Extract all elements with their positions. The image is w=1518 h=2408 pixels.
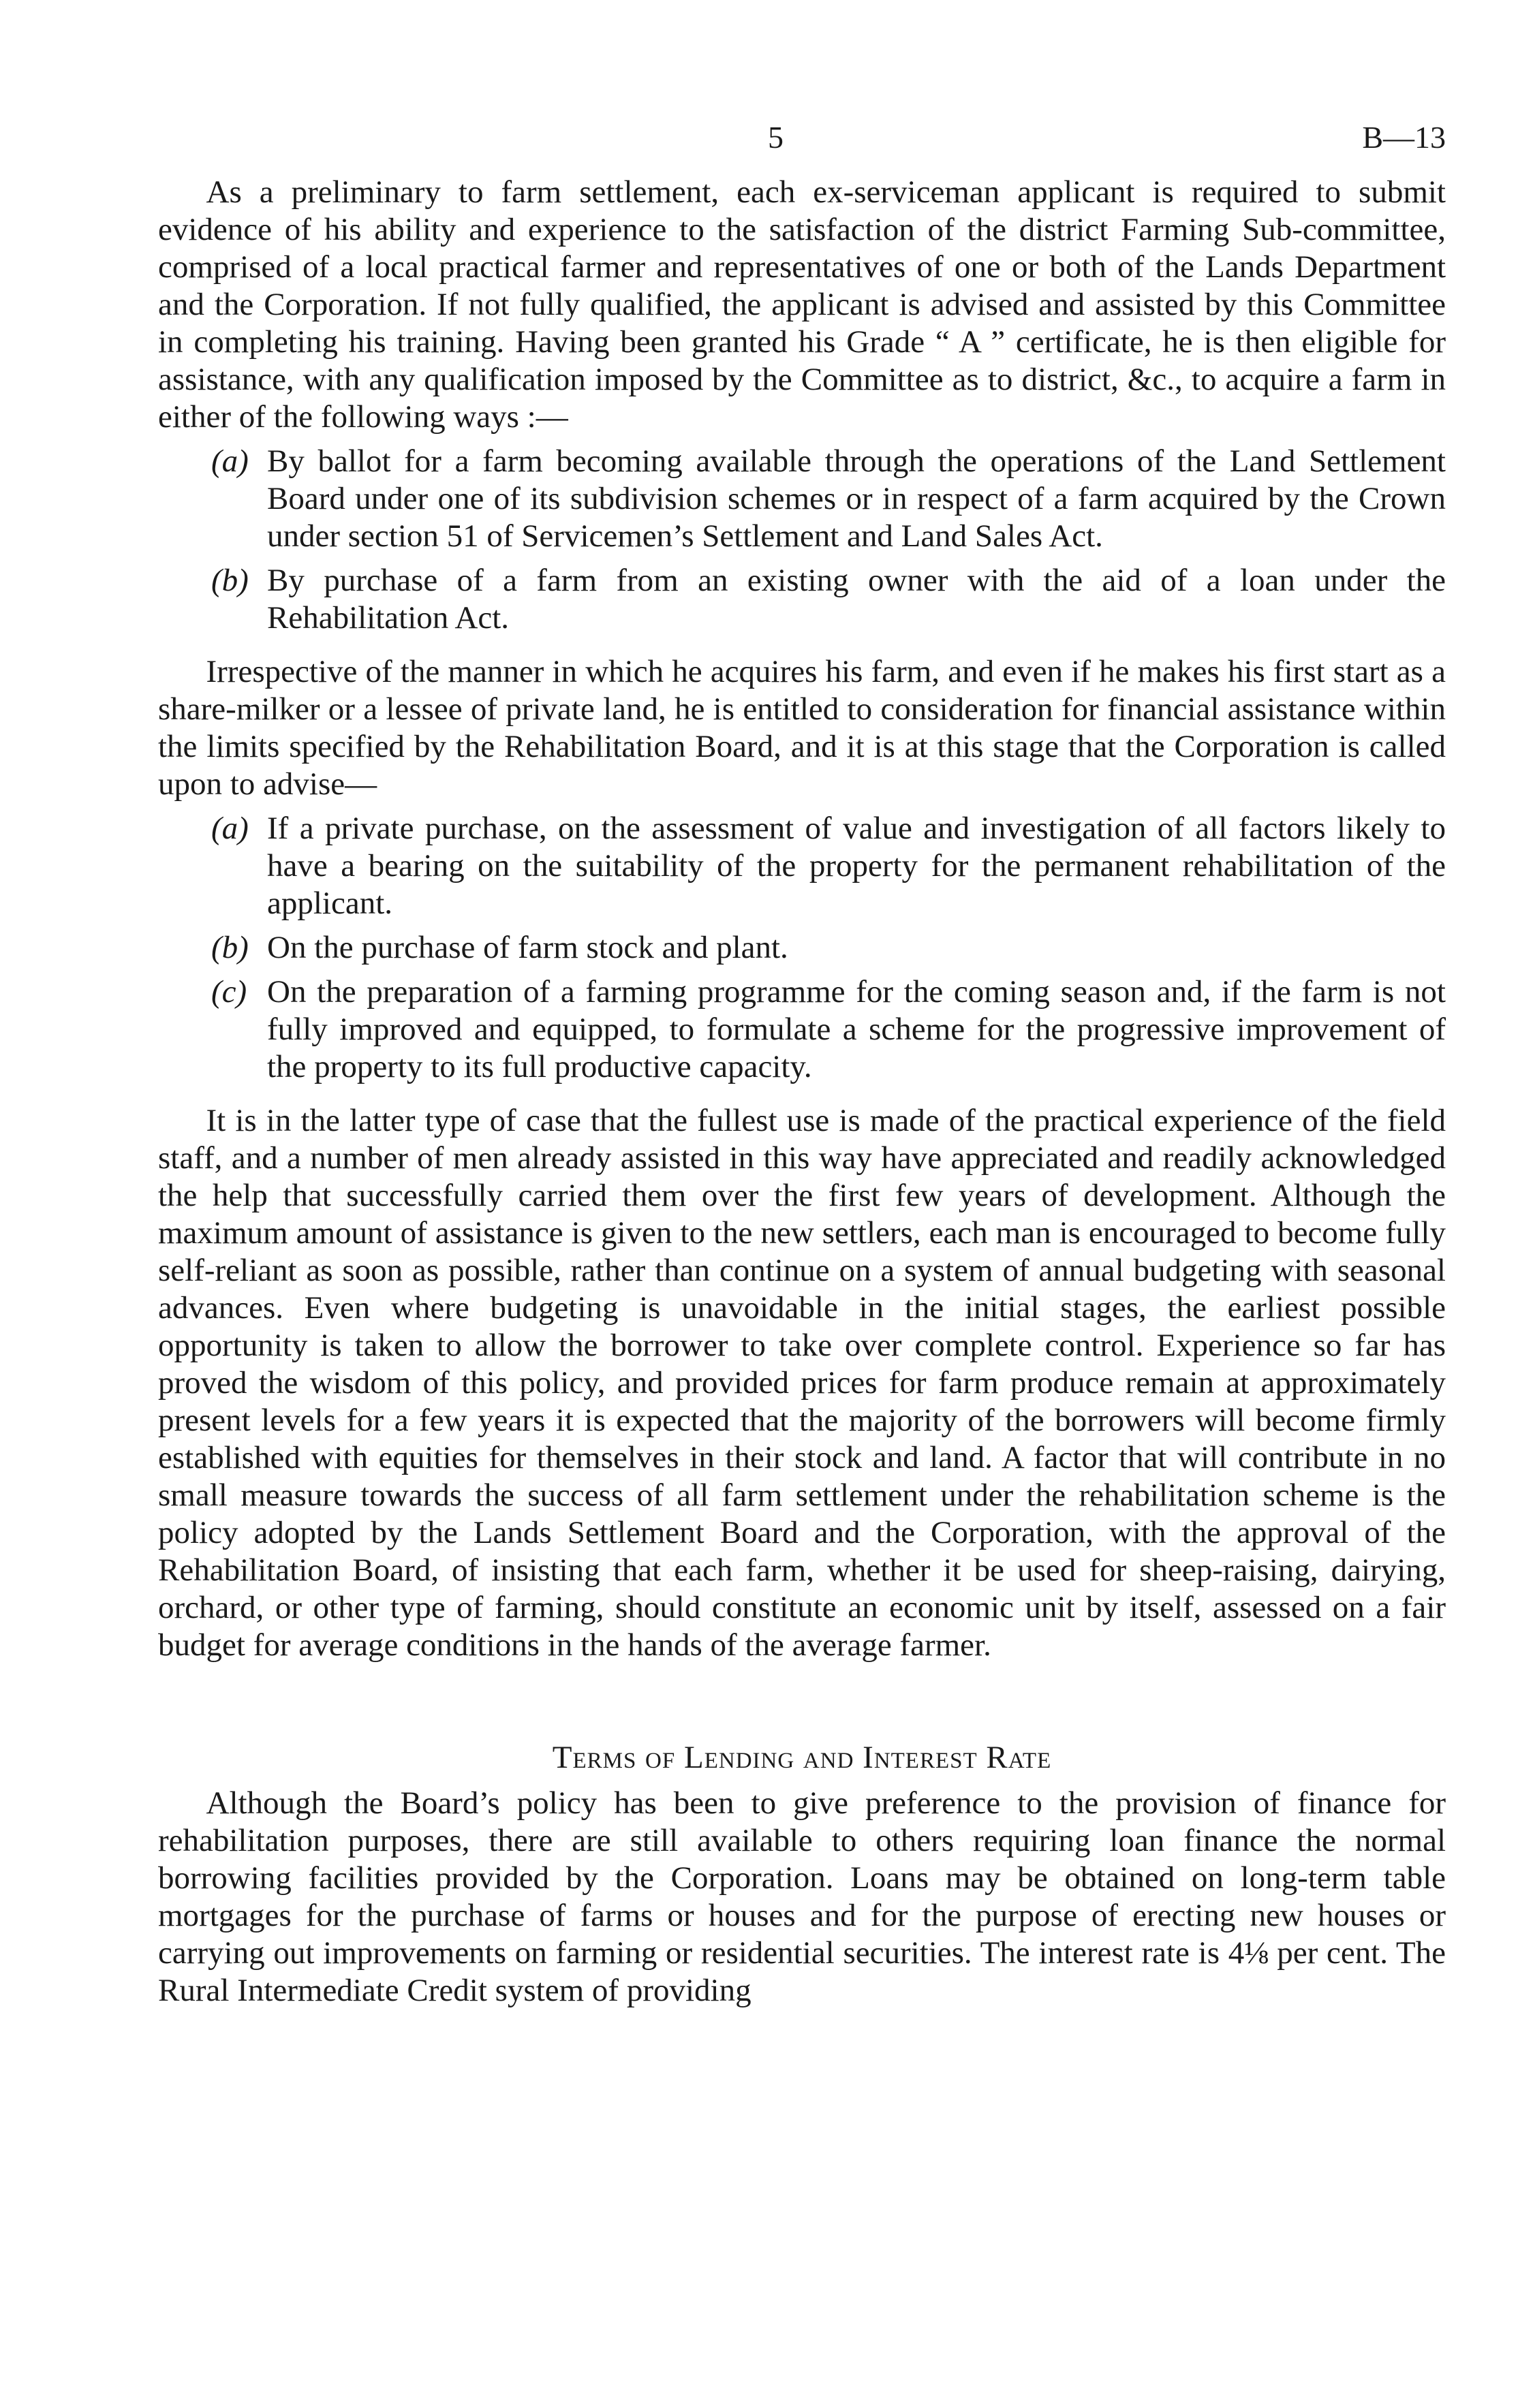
page-header xyxy=(158,119,1446,174)
document-reference: B—13 xyxy=(1362,120,1446,155)
list-item xyxy=(158,562,1446,637)
list-item-text: If a private purchase, on the assessment of value and investigation of all factors likely to have a bearing on the suitability of the property for the permanent rehabilitation of the applicant. xyxy=(267,811,1446,921)
list-item xyxy=(158,810,1446,922)
list-item-label: (a) xyxy=(211,443,249,479)
list-item-text: On the purchase of farm stock and plant. xyxy=(267,930,788,965)
acquisition-ways-list xyxy=(158,443,1446,637)
corporation-advice-list xyxy=(158,810,1446,1086)
list-item-label: (b) xyxy=(211,930,249,965)
list-item xyxy=(158,443,1446,555)
section-heading: Terms of Lending and Interest Rate xyxy=(552,1740,1052,1775)
list-item xyxy=(158,929,1446,967)
list-item-text: By ballot for a farm becoming available through the operations of the Land Settlement Board under one of its subdivision schemes or in respect of a farm acquired by the Crown under section 51 of Servicemen’s Settlement and Land Sales Act. xyxy=(267,443,1446,554)
list-item-label: (b) xyxy=(211,563,249,598)
document-page xyxy=(158,119,1446,2010)
paragraph-financial-assistance: Irrespective of the manner in which he acquires his farm, and even if he makes his first start as a share-milker or a lessee of private land, he is entitled to consideration for financial assistance within the limits specified by the Rehabilitation Board, and it is at this stage that the Corporation is called upon to advise— xyxy=(158,654,1446,802)
list-item-label: (c) xyxy=(211,974,247,1010)
paragraph-field-staff-experience: It is in the latter type of case that the fullest use is made of the practical experience of the field staff, and a number of men already assisted in this way have appreciated and readily acknowledged the help that successfully carried them over the first few years of development. Although the maximum amount of assistance is given to the new settlers, each man is encouraged to become fully self-reliant as soon as possible, rather than continue on a system of annual budgeting with seasonal advances. Even where budgeting is unavoidable in the initial stages, the earliest possible opportunity is taken to allow the borrower to take over complete control. Experience so far has proved the wisdom of this policy, and provided prices for farm produce remain at approximately present levels for a few years it is expected that the majority of the borrowers will become firmly established with equities for themselves in their stock and land. A factor that will contribute in no small measure towards the success of all farm settlement under the rehabilitation scheme is the policy adopted by the Lands Settlement Board and the Corporation, with the approval of the Rehabilitation Board, of insisting that each farm, whether it be used for sheep-raising, dairying, orchard, or other type of farming, should constitute an economic unit by itself, assessed on a fair budget for average conditions in the hands of the average farmer. xyxy=(158,1103,1446,1663)
list-item-text: By purchase of a farm from an existing owner with the aid of a loan under the Rehabilitation Act. xyxy=(267,563,1446,636)
list-item xyxy=(158,973,1446,1086)
list-item-text: On the preparation of a farming programme for the coming season and, if the farm is not fully improved and equipped, to formulate a scheme for the progressive improvement of the property to its full productive capacity. xyxy=(267,974,1446,1084)
paragraph-terms-of-lending: Although the Board’s policy has been to give preference to the provision of finance for rehabilitation purposes, there are still available to others requiring loan finance the normal borrowing facilities provided by the Corporation. Loans may be obtained on long-term table mortgages for the purchase of farms or houses and for the purpose of erecting new houses or carrying out improvements on farming or residential securities. The interest rate is 4⅛ per cent. The Rural Intermediate Credit system of providing xyxy=(158,1785,1446,2008)
list-item-label: (a) xyxy=(211,811,249,846)
page-number: 5 xyxy=(768,120,784,155)
paragraph-farm-settlement: As a preliminary to farm settlement, each ex-serviceman applicant is required to submit evidence of his ability and experience to the satisfaction of the district Farming Sub-committee, comprised of a local practical farmer and representatives of one or both of the Lands Department and the Corporation. If not fully qualified, the applicant is advised and assisted by this Committee in completing his training. Having been granted his Grade “ A ” certificate, he is then eligible for assistance, with any qualification imposed by the Committee as to district, &c., to acquire a farm in either of the following ways :— xyxy=(158,174,1446,435)
